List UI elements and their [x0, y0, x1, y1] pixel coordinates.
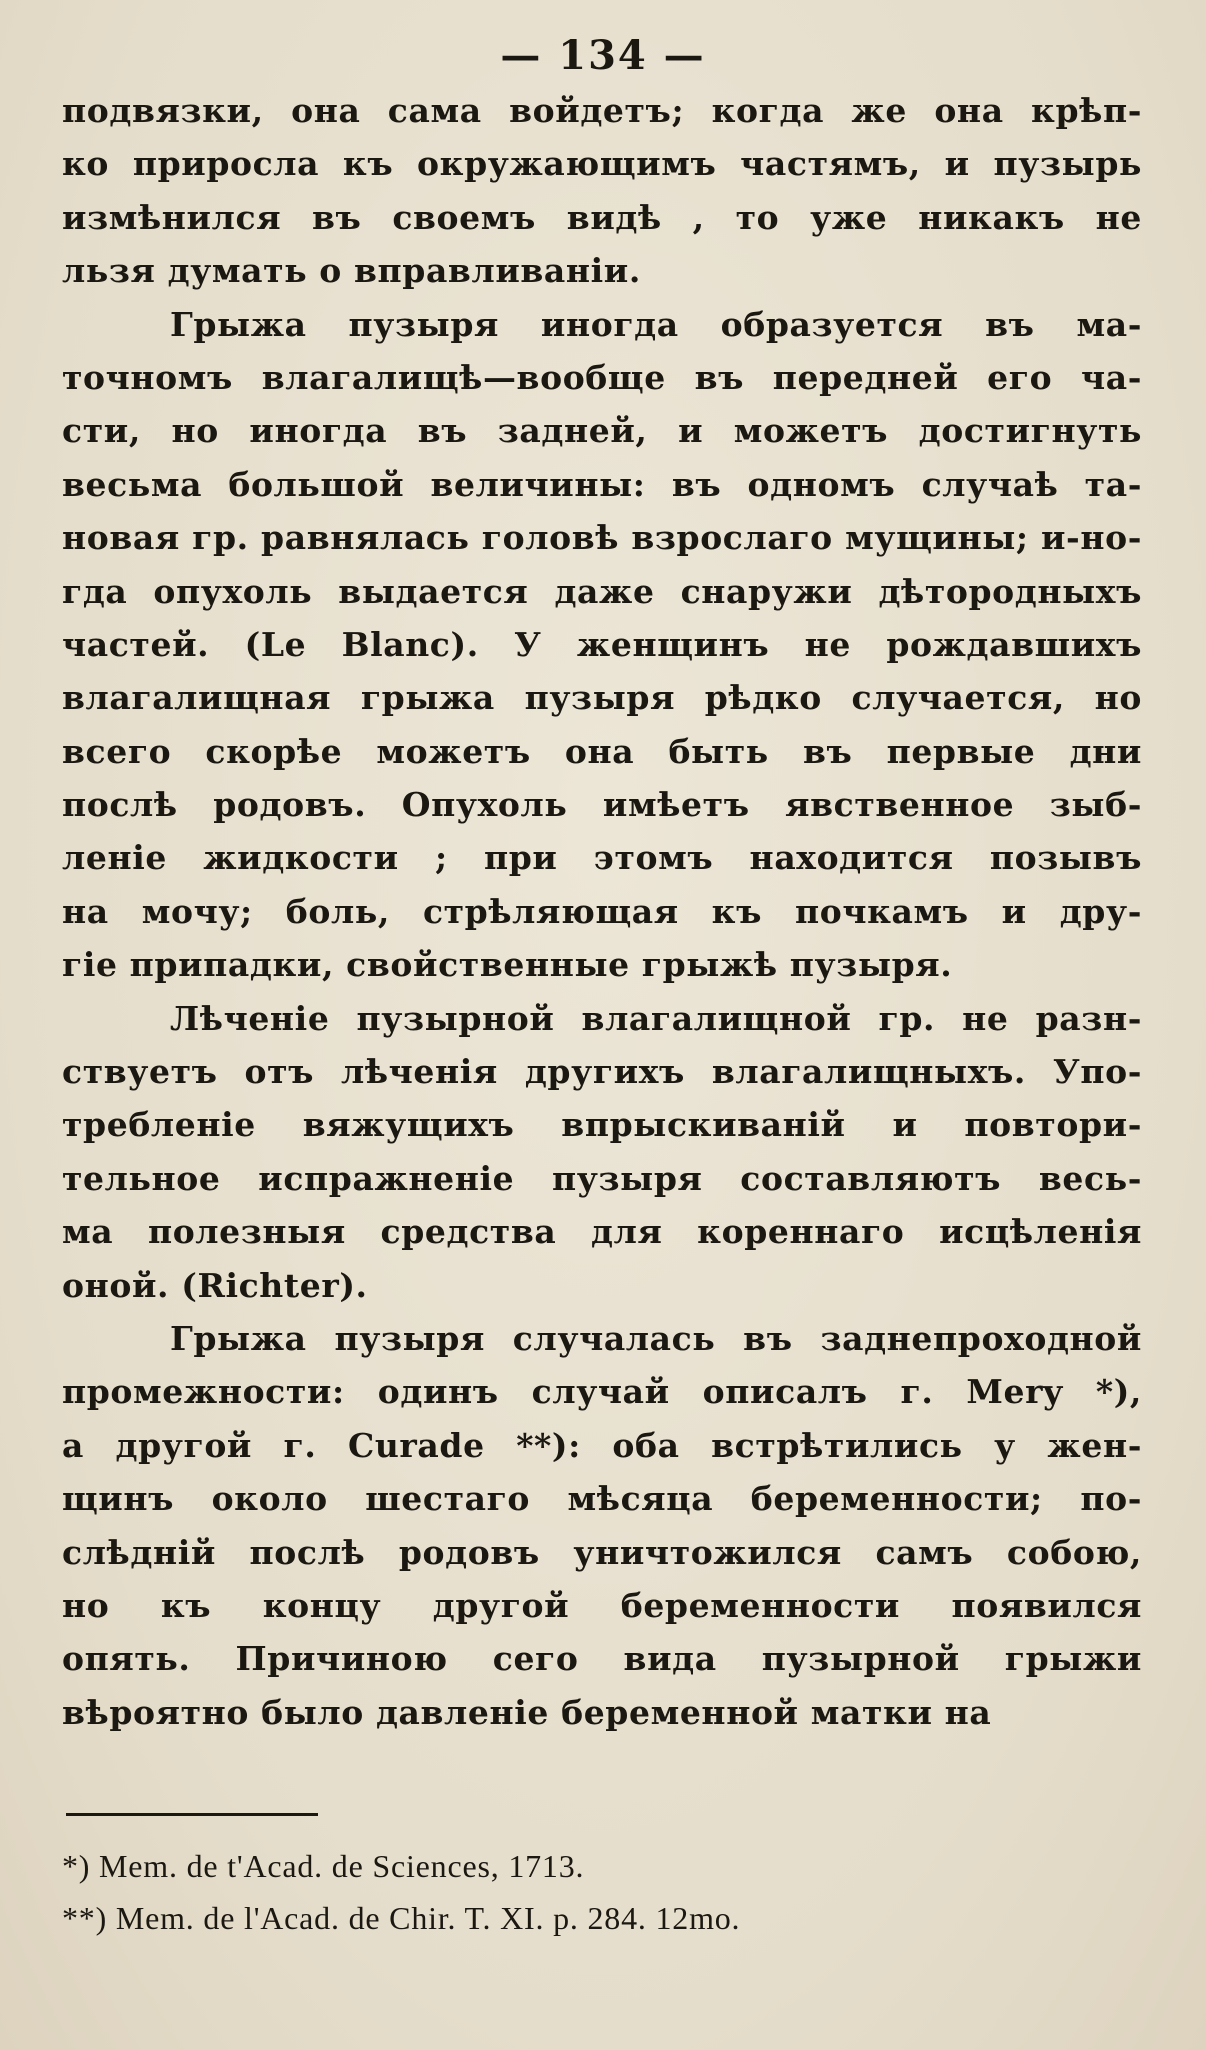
text-line: Грыжа пузыря случалась въ заднепроходной	[170, 1318, 1142, 1358]
text-line: точномъ влагалищѣ—вообще въ передней его ча-	[62, 357, 1142, 397]
text-line: сти, но иногда въ задней, и можетъ достигнуть	[62, 411, 1142, 451]
text-line: на мочу; боль, стрѣляющая къ почкамъ и дру-	[62, 891, 1142, 931]
text-line: ко приросла къ окружающимъ частямъ, и пузырь	[62, 144, 1142, 184]
text-line: подвязки, она сама войдетъ; когда же она крѣп-	[62, 91, 1142, 130]
text-line: гiе припадки, свойственные грыжѣ пузыря.	[62, 945, 953, 985]
text-line: вѣроятно было давленiе беременной матки на	[62, 1692, 992, 1732]
text-line: Грыжа пузыря иногда образуется въ ма-	[170, 304, 1142, 344]
footnotes	[62, 1840, 1142, 1944]
paragraph	[62, 992, 1142, 1312]
text-line: щинъ около шестаго мѣсяца беременности; по-	[62, 1479, 1142, 1519]
text-line: Лѣченiе пузырной влагалищной гр. не разн-	[170, 998, 1142, 1038]
footnote-divider	[66, 1813, 318, 1816]
text-line: а другой г. Curade **): оба встрѣтились у жен-	[62, 1425, 1142, 1465]
text-line: влагалищная грыжа пузыря рѣдко случается, но	[62, 678, 1142, 718]
paragraph	[62, 84, 1142, 298]
text-line: тельное испражненiе пузыря составляютъ весь-	[62, 1158, 1142, 1198]
text-line: льзя думать о вправливанiи.	[62, 251, 641, 291]
text-line: но къ концу другой беременности появился	[62, 1585, 1142, 1625]
text-line: послѣ родовъ. Опухоль имѣетъ явственное зыб-	[62, 785, 1142, 825]
text-line: ленiе жидкости ; при этомъ находится позывъ	[62, 838, 1142, 878]
text-line: оной. (Richter).	[62, 1265, 368, 1305]
page-number: — 134 —	[500, 32, 706, 79]
text-line: измѣнился въ своемъ видѣ , то уже никакъ не	[62, 197, 1142, 237]
text-line: частей. (Le Blanc). У женщинъ не рождавшихъ	[62, 624, 1142, 664]
text-line: промежности: одинъ случай описалъ г. Mery *),	[62, 1372, 1142, 1412]
text-line: ма полезныя средства для кореннаго исцѣленiя	[62, 1212, 1142, 1252]
footnote: *) Mem. de t'Acad. de Sciences, 1713.	[62, 1848, 585, 1884]
text-line: слѣднiй послѣ родовъ уничтожился самъ собою,	[62, 1532, 1142, 1572]
text-line: гда опухоль выдается даже снаружи дѣтородныхъ	[62, 571, 1142, 611]
text-line: новая гр. равнялась головѣ взрослаго мущины; и-но-	[62, 518, 1142, 558]
text-line: всего скорѣе можетъ она быть въ первые дни	[62, 731, 1142, 771]
text-line: опять. Причиною сего вида пузырной грыжи	[62, 1639, 1142, 1679]
footnote: **) Mem. de l'Acad. de Chir. T. XI. p. 284. 12mo.	[62, 1900, 741, 1936]
paragraph	[62, 1312, 1142, 1739]
paragraph	[62, 298, 1142, 992]
text-line: ствуетъ отъ лѣченiя другихъ влагалищныхъ. Упо-	[62, 1052, 1142, 1092]
body-text	[62, 84, 1142, 1739]
text-line: требленiе вяжущихъ впрыскиванiй и повтори-	[62, 1105, 1142, 1145]
text-line: весьма большой величины: въ одномъ случаѣ та-	[62, 464, 1142, 504]
